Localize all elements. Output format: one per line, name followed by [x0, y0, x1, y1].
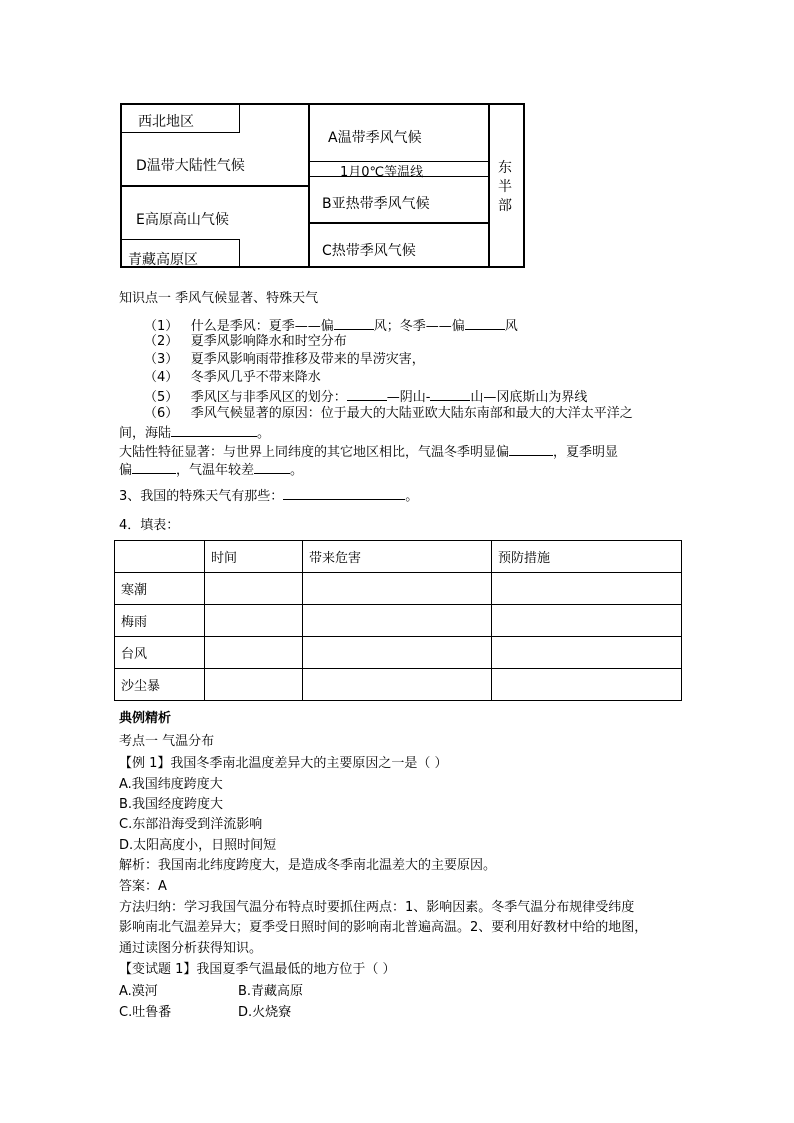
table-header-cell: 时间 — [205, 541, 303, 573]
example-1-question: 【例 1】我国冬季南北温度差异大的主要原因之一是（ ） — [119, 756, 448, 771]
answer-blank[interactable] — [283, 487, 405, 500]
variant-option-b: B.青藏高原 — [238, 984, 304, 999]
a-zone-label: A温带季风气候 — [328, 130, 422, 146]
knowledge-item-2 — [144, 334, 347, 350]
b-zone-label: B亚热带季风气候 — [322, 196, 430, 212]
method-line-3: 通过读图分析获得知识。 — [119, 941, 263, 956]
answer-blank[interactable] — [430, 388, 470, 401]
item-number: （2） — [144, 334, 179, 349]
row-label: 沙尘暴 — [115, 669, 205, 701]
table-header-cell — [115, 541, 205, 573]
table-row — [115, 637, 682, 669]
item-text: 风；冬季——偏 — [373, 319, 465, 334]
variant-question: 【变试题 1】我国夏季气温最低的地方位于（ ） — [119, 962, 396, 977]
answer-cell[interactable] — [492, 637, 682, 669]
section-title: 典例精析 — [119, 711, 172, 726]
knowledge-title: 知识点一 季风气候显著、特殊天气 — [119, 291, 319, 306]
special-weather-table — [114, 540, 682, 701]
item-number: （4） — [144, 370, 179, 385]
knowledge-item-6 — [144, 406, 633, 422]
method-line-2: 影响南北气温差异大；夏季受日照时间的影响南北普遍高温。2、要利用好教材中给的地图， — [119, 920, 648, 935]
d-zone-label: D温带大陆性气候 — [136, 158, 245, 174]
east-char-2: 半 — [498, 179, 512, 195]
e-zone-label: E高原高山气候 — [136, 212, 229, 228]
east-char-1: 东 — [498, 160, 512, 176]
option-a: A.我国纬度跨度大 — [119, 777, 223, 792]
item-number: （3） — [144, 352, 179, 367]
item-text: 季风气候显著的原因：位于最大的大陆亚欧大陆东南部和最大的大洋太平洋之 — [190, 406, 633, 421]
knowledge-item-6-continued — [119, 424, 270, 442]
answer-cell[interactable] — [303, 637, 492, 669]
exam-point: 考点一 气温分布 — [119, 734, 215, 749]
answer-cell[interactable] — [205, 637, 303, 669]
qinghai-label: 青藏高原区 — [128, 252, 198, 268]
option-d: D.太阳高度小，日照时间短 — [119, 838, 277, 853]
answer-blank[interactable] — [465, 317, 505, 330]
table-header-cell: 预防措施 — [492, 541, 682, 573]
row-label: 寒潮 — [115, 573, 205, 605]
item-text: 山—冈底斯山为界线 — [470, 390, 588, 405]
item-number: （5） — [144, 390, 179, 405]
table-row — [115, 669, 682, 701]
answer: 答案：A — [119, 879, 167, 894]
table-header-cell: 带来危害 — [303, 541, 492, 573]
answer-cell[interactable] — [205, 573, 303, 605]
item-text: 。 — [405, 489, 419, 504]
answer-blank[interactable] — [334, 317, 374, 330]
continental-line-1 — [119, 443, 618, 461]
item-text: 夏季风影响雨带推移及带来的旱涝灾害， — [190, 352, 425, 367]
answer-blank[interactable] — [347, 388, 387, 401]
answer-cell[interactable] — [492, 669, 682, 701]
variant-option-d: D.火烧寮 — [238, 1005, 292, 1020]
answer-cell[interactable] — [492, 573, 682, 605]
divider-east-half — [488, 105, 490, 266]
continental-line-2 — [119, 461, 303, 479]
answer-cell[interactable] — [205, 669, 303, 701]
variant-option-c: C.吐鲁番 — [119, 1005, 172, 1020]
item-number: （1） — [144, 319, 179, 334]
knowledge-item-4 — [144, 370, 321, 386]
answer-blank[interactable] — [171, 424, 257, 437]
item-text: ，气温年较差 — [176, 463, 255, 478]
variant-option-a: A.漠河 — [119, 984, 158, 999]
item-text: 风 — [504, 319, 518, 334]
knowledge-item-5 — [144, 388, 587, 406]
item-text: 间，海陆 — [119, 426, 172, 441]
answer-cell[interactable] — [492, 605, 682, 637]
answer-cell[interactable] — [205, 605, 303, 637]
answer-cell[interactable] — [303, 573, 492, 605]
divider-d-e — [122, 185, 308, 187]
answer-blank[interactable] — [132, 461, 176, 474]
item-text: 冬季风几乎不带来降水 — [190, 370, 321, 385]
answer-blank[interactable] — [509, 443, 553, 456]
question-3 — [119, 487, 418, 505]
table-row — [115, 605, 682, 637]
item-text: 偏 — [119, 463, 133, 478]
divider-west-east — [308, 105, 310, 266]
item-text: ，夏季明显 — [553, 445, 619, 460]
answer-cell[interactable] — [303, 605, 492, 637]
analysis: 解析：我国南北纬度跨度大，是造成冬季南北温差大的主要原因。 — [119, 858, 497, 873]
item-text: 夏季风影响降水和时空分布 — [190, 334, 347, 349]
east-char-3: 部 — [498, 198, 512, 214]
option-b: B.我国经度跨度大 — [119, 797, 224, 812]
answer-cell[interactable] — [303, 669, 492, 701]
item-number: （6） — [144, 406, 179, 421]
item-text: 。 — [257, 426, 271, 441]
row-label: 台风 — [115, 637, 205, 669]
item-text: —阴山- — [386, 390, 431, 405]
item-text: 大陆性特征显著：与世界上同纬度的其它地区相比，气温冬季明显偏 — [119, 445, 510, 460]
item-text: 3、我国的特殊天气有那些： — [119, 489, 284, 504]
item-text: 什么是季风：夏季——偏 — [190, 319, 334, 334]
c-zone-label: C热带季风气候 — [322, 243, 416, 259]
table-row — [115, 573, 682, 605]
knowledge-item-1 — [144, 317, 518, 335]
question-4: 4．填表： — [119, 518, 180, 533]
table-header-row — [115, 541, 682, 573]
divider-b-c — [310, 222, 488, 224]
isotherm-label: 1月0℃等温线 — [340, 165, 424, 180]
item-text: 季风区与非季风区的划分： — [190, 390, 347, 405]
item-text: 。 — [290, 463, 304, 478]
option-c: C.东部沿海受到洋流影响 — [119, 817, 263, 832]
climate-region-diagram — [120, 103, 525, 268]
northwest-label: 西北地区 — [138, 114, 194, 130]
answer-blank[interactable] — [254, 461, 290, 474]
method-line-1: 方法归纳：学习我国气温分布特点时要抓住两点：1、影响因素。冬季气温分布规律受纬度 — [119, 900, 635, 915]
row-label: 梅雨 — [115, 605, 205, 637]
knowledge-item-3 — [144, 352, 425, 368]
